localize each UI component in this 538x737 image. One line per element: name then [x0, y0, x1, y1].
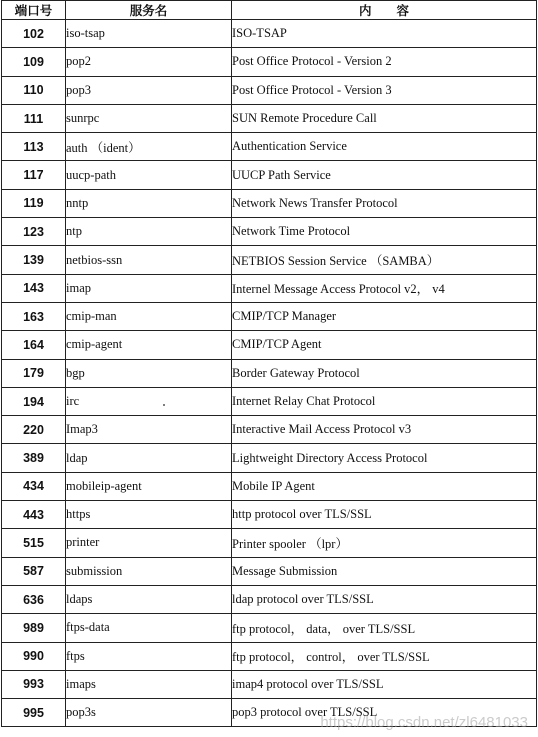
description-cell: imap4 protocol over TLS/SSL [232, 670, 537, 698]
service-name-cell: ftps-data [66, 614, 232, 642]
port-number-cell: 993 [2, 670, 66, 698]
description-cell: Post Office Protocol - Version 3 [232, 76, 537, 104]
description-cell: SUN Remote Procedure Call [232, 104, 537, 132]
service-name-cell: mobileip-agent [66, 472, 232, 500]
table-row [2, 189, 537, 217]
port-number-cell: 389 [2, 444, 66, 472]
service-name-cell: imap [66, 274, 232, 302]
service-name-cell: ftps [66, 642, 232, 670]
description-cell: Interactive Mail Access Protocol v3 [232, 416, 537, 444]
table-row [2, 133, 537, 161]
table-row [2, 302, 537, 330]
watermark: https://blog.csdn.net/zl6481033 [320, 714, 528, 731]
port-number-cell: 587 [2, 557, 66, 585]
table-row [2, 614, 537, 642]
table-row [2, 529, 537, 557]
service-name-cell: ldaps [66, 585, 232, 613]
service-name-cell: pop3s [66, 699, 232, 727]
description-cell: Message Submission [232, 557, 537, 585]
port-number-cell: 123 [2, 218, 66, 246]
description-cell: Border Gateway Protocol [232, 359, 537, 387]
description-cell: NETBIOS Session Service （SAMBA） [232, 246, 537, 274]
port-number-cell: 163 [2, 302, 66, 330]
table-row [2, 76, 537, 104]
service-name-cell: Imap3 [66, 416, 232, 444]
port-number-cell: 990 [2, 642, 66, 670]
port-number-cell: 179 [2, 359, 66, 387]
description-cell: Network Time Protocol [232, 218, 537, 246]
description-cell: Mobile IP Agent [232, 472, 537, 500]
table-row [2, 416, 537, 444]
service-column-header: 服务名 [66, 1, 232, 20]
description-cell: Internel Message Access Protocol v2， v4 [232, 274, 537, 302]
service-name-cell: sunrpc [66, 104, 232, 132]
description-cell: ldap protocol over TLS/SSL [232, 585, 537, 613]
service-name-cell: nntp [66, 189, 232, 217]
service-name-cell: uucp-path [66, 161, 232, 189]
table-row [2, 274, 537, 302]
service-name-cell: netbios-ssn [66, 246, 232, 274]
table-row [2, 161, 537, 189]
table-row [2, 331, 537, 359]
port-number-cell: 636 [2, 585, 66, 613]
description-cell: CMIP/TCP Agent [232, 331, 537, 359]
service-name-cell: https [66, 501, 232, 529]
port-number-cell: 119 [2, 189, 66, 217]
table-row [2, 20, 537, 48]
port-number-cell: 434 [2, 472, 66, 500]
port-number-cell: 113 [2, 133, 66, 161]
table-row [2, 104, 537, 132]
service-name-cell: submission [66, 557, 232, 585]
port-number-cell: 515 [2, 529, 66, 557]
table-row [2, 699, 537, 727]
table-row [2, 48, 537, 76]
table-row [2, 218, 537, 246]
description-cell: Authentication Service [232, 133, 537, 161]
description-cell: ISO-TSAP [232, 20, 537, 48]
description-cell: http protocol over TLS/SSL [232, 501, 537, 529]
table-row [2, 501, 537, 529]
service-name-cell: ldap [66, 444, 232, 472]
description-cell: ftp protocol， data， over TLS/SSL [232, 614, 537, 642]
description-cell: Internet Relay Chat Protocol [232, 387, 537, 415]
service-name-cell: bgp [66, 359, 232, 387]
service-name-cell: ntp [66, 218, 232, 246]
table-row [2, 444, 537, 472]
table-row [2, 359, 537, 387]
service-name-cell: iso-tsap [66, 20, 232, 48]
table-row [2, 670, 537, 698]
table-row [2, 387, 537, 415]
service-name-cell: irc [66, 387, 232, 415]
service-name-cell: pop3 [66, 76, 232, 104]
header-row [2, 1, 537, 20]
table-row [2, 642, 537, 670]
port-number-cell: 989 [2, 614, 66, 642]
port-number-cell: 110 [2, 76, 66, 104]
port-column-header: 端口号 [2, 1, 66, 20]
description-cell: pop3 protocol over TLS/SSL [232, 699, 537, 727]
table-row [2, 585, 537, 613]
table-header [2, 1, 537, 20]
description-cell: Network News Transfer Protocol [232, 189, 537, 217]
description-cell: Printer spooler （lpr） [232, 529, 537, 557]
port-number-cell: 194 [2, 387, 66, 415]
port-number-cell: 109 [2, 48, 66, 76]
port-number-cell: 117 [2, 161, 66, 189]
service-name-cell: imaps [66, 670, 232, 698]
description-cell: Lightweight Directory Access Protocol [232, 444, 537, 472]
table-row [2, 246, 537, 274]
table-body [2, 20, 537, 727]
port-number-cell: 995 [2, 699, 66, 727]
description-cell: ftp protocol， control， over TLS/SSL [232, 642, 537, 670]
port-service-table [1, 0, 537, 727]
scan-speck [163, 404, 165, 406]
port-number-cell: 220 [2, 416, 66, 444]
service-name-cell: pop2 [66, 48, 232, 76]
port-number-cell: 102 [2, 20, 66, 48]
service-name-cell: printer [66, 529, 232, 557]
table-row [2, 472, 537, 500]
port-number-cell: 443 [2, 501, 66, 529]
port-number-cell: 111 [2, 104, 66, 132]
service-name-cell: auth （ident） [66, 133, 232, 161]
service-name-cell: cmip-man [66, 302, 232, 330]
description-cell: UUCP Path Service [232, 161, 537, 189]
description-cell: Post Office Protocol - Version 2 [232, 48, 537, 76]
service-name-cell: cmip-agent [66, 331, 232, 359]
port-number-cell: 164 [2, 331, 66, 359]
table-row [2, 557, 537, 585]
description-cell: CMIP/TCP Manager [232, 302, 537, 330]
description-column-header: 内 容 [232, 1, 537, 20]
port-number-cell: 143 [2, 274, 66, 302]
port-number-cell: 139 [2, 246, 66, 274]
